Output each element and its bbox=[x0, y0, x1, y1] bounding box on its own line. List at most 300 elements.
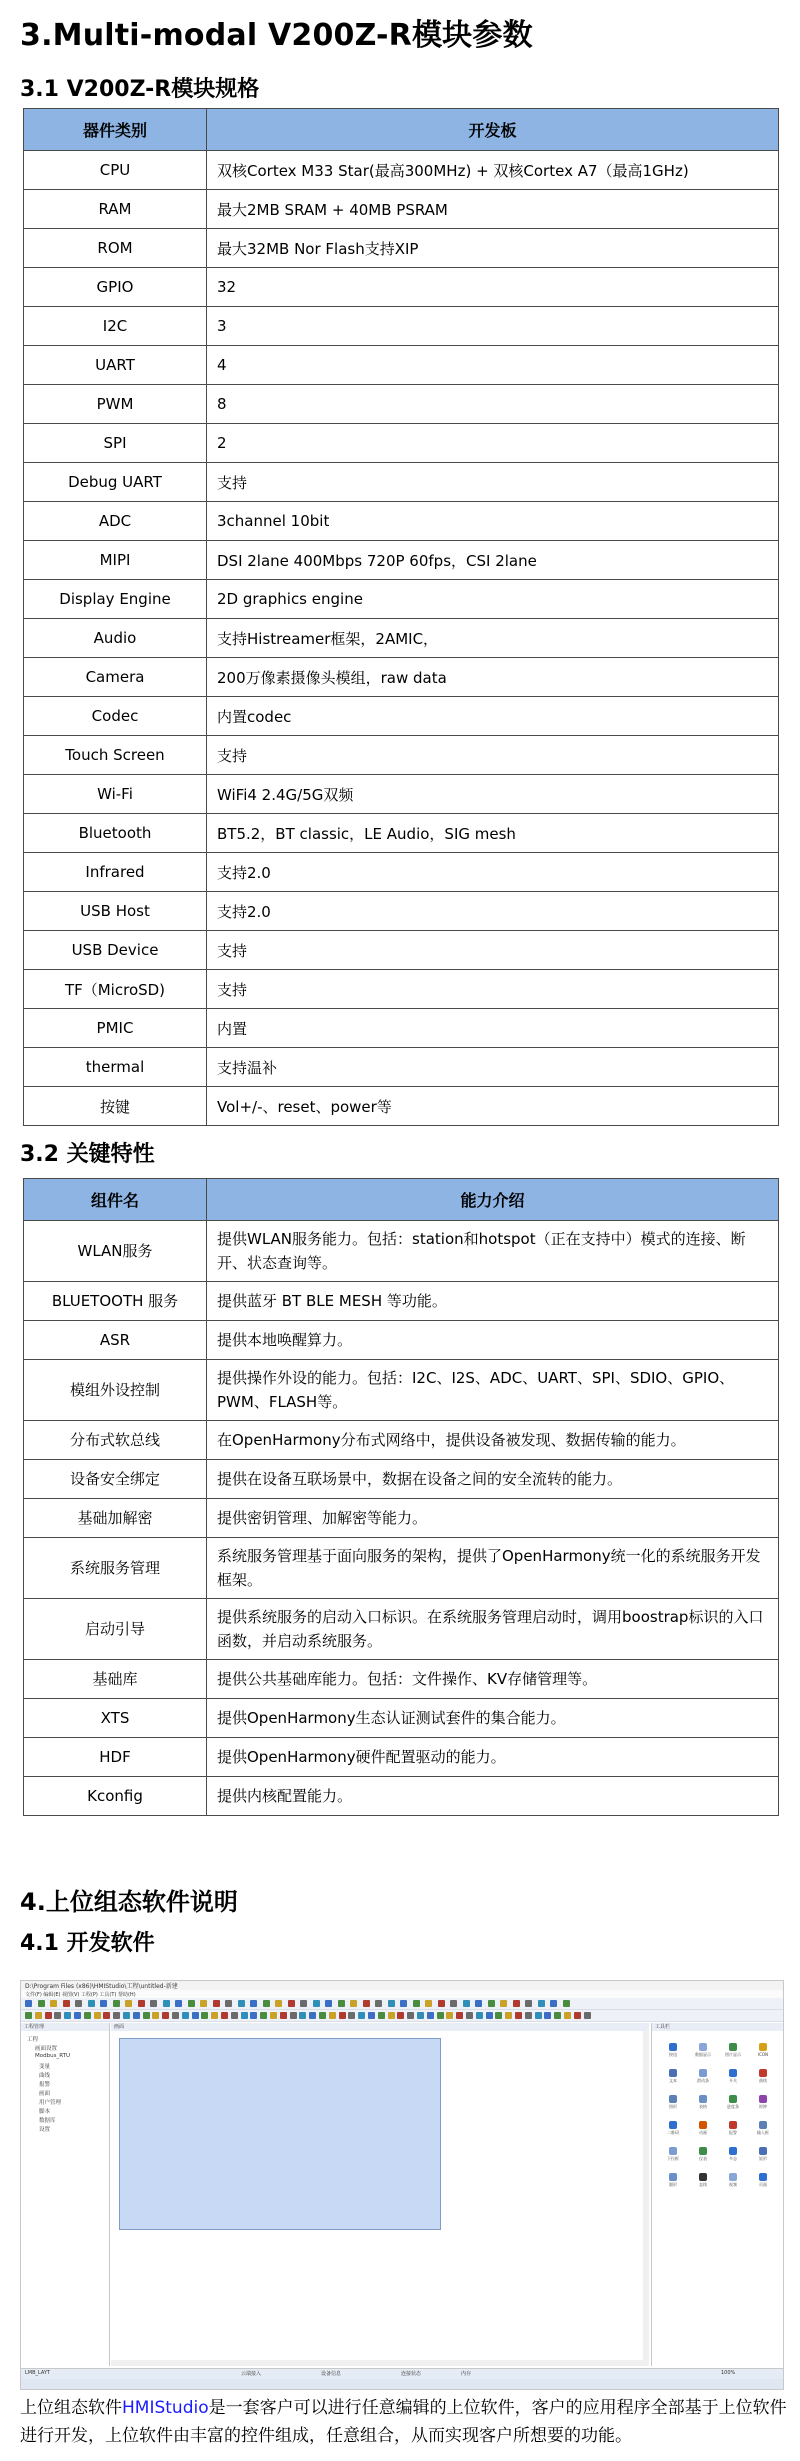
project-panel-title: 工程管理 bbox=[21, 2023, 109, 2031]
tool-icon bbox=[669, 2173, 677, 2181]
toolbar-button-icon[interactable] bbox=[200, 2000, 207, 2007]
tool-icon bbox=[759, 2121, 767, 2129]
toolbox-title: 工具栏 bbox=[652, 2023, 784, 2031]
tool-icon bbox=[759, 2095, 767, 2103]
row-label: 按键 bbox=[24, 1087, 207, 1126]
toolbar-button-icon[interactable] bbox=[270, 2012, 277, 2019]
tool-label: 按钮 bbox=[669, 2052, 677, 2057]
toolbar-button-icon[interactable] bbox=[45, 2012, 52, 2019]
row-value: 2 bbox=[207, 424, 779, 463]
row-label: Debug UART bbox=[24, 463, 207, 502]
tool-icon bbox=[699, 2121, 707, 2129]
toolbar-button-icon[interactable] bbox=[172, 2012, 179, 2019]
feature-row bbox=[24, 1660, 779, 1699]
status-item: 连接状态 bbox=[401, 2371, 422, 2377]
tree-item[interactable]: 工程 bbox=[27, 2037, 39, 2043]
toolbox-grid bbox=[658, 2041, 778, 2197]
toolbar-button-icon[interactable] bbox=[64, 2012, 71, 2019]
tool-label: 页面 bbox=[759, 2182, 767, 2187]
toolbar-button-icon[interactable] bbox=[133, 2012, 140, 2019]
toolbox-item[interactable] bbox=[718, 2145, 748, 2171]
toolbox-item[interactable] bbox=[658, 2145, 688, 2171]
tool-icon bbox=[669, 2121, 677, 2129]
row-value: 内置codec bbox=[207, 697, 779, 736]
app-title: D:\Program Files (x86)\HMIStudio\工程\untitled-新建 bbox=[25, 1983, 178, 1990]
toolbar-button-icon[interactable] bbox=[84, 2012, 91, 2019]
row-label: Infrared bbox=[24, 853, 207, 892]
row-value: 2D graphics engine bbox=[207, 580, 779, 619]
toolbar-button-icon[interactable] bbox=[313, 2000, 320, 2007]
row-value: 最大2MB SRAM + 40MB PSRAM bbox=[207, 190, 779, 229]
tree-item[interactable]: 报警 bbox=[39, 2082, 51, 2088]
toolbar-button-icon[interactable] bbox=[162, 2012, 169, 2019]
app-toolbar-2 bbox=[21, 2010, 783, 2022]
toolbox-item[interactable] bbox=[688, 2093, 718, 2119]
toolbar-button-icon[interactable] bbox=[290, 2012, 297, 2019]
tree-item[interactable]: 脚本 bbox=[39, 2109, 51, 2115]
table-header-row bbox=[24, 1179, 779, 1221]
toolbar-button-icon[interactable] bbox=[241, 2012, 248, 2019]
toolbar-button-icon[interactable] bbox=[525, 2012, 532, 2019]
spec-row bbox=[24, 268, 779, 307]
spec-row bbox=[24, 229, 779, 268]
toolbar-button-icon[interactable] bbox=[378, 2012, 385, 2019]
tool-icon bbox=[759, 2173, 767, 2181]
toolbar-button-icon[interactable] bbox=[544, 2012, 551, 2019]
feature-row bbox=[24, 1360, 779, 1421]
tool-label: 直线 bbox=[699, 2182, 707, 2187]
row-label: ASR bbox=[24, 1321, 207, 1360]
row-label: BLUETOOTH 服务 bbox=[24, 1282, 207, 1321]
feature-row bbox=[24, 1460, 779, 1499]
toolbox-item[interactable] bbox=[688, 2067, 718, 2093]
row-label: PMIC bbox=[24, 1009, 207, 1048]
row-value: 200万像素摄像头模组，raw data bbox=[207, 658, 779, 697]
hmistudio-link[interactable]: HMIStudio bbox=[122, 2398, 209, 2418]
toolbar-button-icon[interactable] bbox=[50, 2000, 57, 2007]
toolbar-button-icon[interactable] bbox=[438, 2000, 445, 2007]
tree-item[interactable]: 数据库 bbox=[39, 2118, 56, 2124]
toolbar-button-icon[interactable] bbox=[100, 2000, 107, 2007]
toolbox-item[interactable] bbox=[688, 2119, 718, 2145]
toolbar-button-icon[interactable] bbox=[407, 2012, 414, 2019]
toolbar-button-icon[interactable] bbox=[505, 2012, 512, 2019]
row-label: USB Host bbox=[24, 892, 207, 931]
project-tree bbox=[21, 2031, 109, 2134]
toolbox-item[interactable] bbox=[658, 2171, 688, 2197]
spec-row bbox=[24, 736, 779, 775]
tool-label: 动画 bbox=[699, 2130, 707, 2135]
tool-label: 开关 bbox=[729, 2078, 737, 2083]
row-value: 支持2.0 bbox=[207, 853, 779, 892]
toolbox-item[interactable] bbox=[688, 2145, 718, 2171]
tool-icon bbox=[729, 2121, 737, 2129]
toolbar-button-icon[interactable] bbox=[221, 2012, 228, 2019]
feature-row bbox=[24, 1282, 779, 1321]
row-label: ADC bbox=[24, 502, 207, 541]
toolbox-item[interactable] bbox=[658, 2067, 688, 2093]
toolbar-button-icon[interactable] bbox=[63, 2000, 70, 2007]
toolbar-button-icon[interactable] bbox=[339, 2012, 346, 2019]
row-value: 8 bbox=[207, 385, 779, 424]
toolbar-button-icon[interactable] bbox=[564, 2012, 571, 2019]
toolbox-item[interactable] bbox=[658, 2093, 688, 2119]
spec-row bbox=[24, 307, 779, 346]
canvas-tab: 画面 bbox=[111, 2023, 649, 2031]
table-header-row bbox=[24, 109, 779, 151]
toolbar-button-icon[interactable] bbox=[103, 2012, 110, 2019]
row-value: 支持2.0 bbox=[207, 892, 779, 931]
tool-icon bbox=[669, 2095, 677, 2103]
row-value: 3channel 10bit bbox=[207, 502, 779, 541]
toolbar-button-icon[interactable] bbox=[113, 2012, 120, 2019]
toolbar-button-icon[interactable] bbox=[54, 2012, 61, 2019]
toolbar-button-icon[interactable] bbox=[450, 2000, 457, 2007]
toolbar-button-icon[interactable] bbox=[75, 2000, 82, 2007]
row-value: BT5.2，BT classic，LE Audio，SIG mesh bbox=[207, 814, 779, 853]
toolbar-button-icon[interactable] bbox=[74, 2012, 81, 2019]
design-screen bbox=[119, 2038, 441, 2230]
row-label: SPI bbox=[24, 424, 207, 463]
row-value: 最大32MB Nor Flash支持XIP bbox=[207, 229, 779, 268]
toolbox-item[interactable] bbox=[748, 2145, 778, 2171]
toolbar-button-icon[interactable] bbox=[574, 2012, 581, 2019]
spec-row bbox=[24, 190, 779, 229]
design-canvas-area bbox=[111, 2023, 649, 2366]
feature-row bbox=[24, 1777, 779, 1816]
toolbar-button-icon[interactable] bbox=[143, 2012, 150, 2019]
toolbox-item[interactable] bbox=[688, 2041, 718, 2067]
toolbar-button-icon[interactable] bbox=[113, 2000, 120, 2007]
toolbar-button-icon[interactable] bbox=[358, 2012, 365, 2019]
row-value: 32 bbox=[207, 268, 779, 307]
toolbar-button-icon[interactable] bbox=[300, 2000, 307, 2007]
row-label: I2C bbox=[24, 307, 207, 346]
toolbar-button-icon[interactable] bbox=[238, 2000, 245, 2007]
close-icon bbox=[783, 1981, 784, 1988]
module-spec-table bbox=[23, 108, 779, 1126]
toolbar-button-icon[interactable] bbox=[280, 2012, 287, 2019]
toolbar-button-icon[interactable] bbox=[417, 2012, 424, 2019]
spec-row bbox=[24, 853, 779, 892]
toolbar-button-icon[interactable] bbox=[388, 2000, 395, 2007]
toolbar-button-icon[interactable] bbox=[94, 2012, 101, 2019]
toolbar-button-icon[interactable] bbox=[348, 2012, 355, 2019]
toolbar-button-icon[interactable] bbox=[437, 2012, 444, 2019]
toolbar-button-icon[interactable] bbox=[150, 2000, 157, 2007]
row-value: 系统服务管理基于面向服务的架构，提供了OpenHarmony统一化的系统服务开发框架。 bbox=[207, 1538, 779, 1599]
row-value: 提供系统服务的启动入口标识。在系统服务管理启动时，调用boostrap标识的入口函数，并启动系统服务。 bbox=[207, 1599, 779, 1660]
toolbar-button-icon[interactable] bbox=[38, 2000, 45, 2007]
row-value: 提供WLAN服务能力。包括：station和hotspot（正在支持中）模式的连接、断开、状态查询等。 bbox=[207, 1221, 779, 1282]
toolbox-item[interactable] bbox=[748, 2119, 778, 2145]
toolbar-button-icon[interactable] bbox=[225, 2000, 232, 2007]
row-label: 分布式软总线 bbox=[24, 1421, 207, 1460]
tool-icon bbox=[729, 2147, 737, 2155]
toolbar-button-icon[interactable] bbox=[427, 2012, 434, 2019]
spec-row bbox=[24, 502, 779, 541]
toolbox-item[interactable] bbox=[748, 2067, 778, 2093]
row-value: 支持 bbox=[207, 970, 779, 1009]
toolbar-button-icon[interactable] bbox=[375, 2000, 382, 2007]
toolbar-button-icon[interactable] bbox=[350, 2000, 357, 2007]
tool-icon bbox=[669, 2043, 677, 2051]
tool-icon bbox=[669, 2069, 677, 2077]
toolbar-button-icon[interactable] bbox=[263, 2000, 270, 2007]
feature-row bbox=[24, 1321, 779, 1360]
tool-icon bbox=[729, 2069, 737, 2077]
vertical-scrollbar bbox=[643, 2031, 649, 2360]
toolbar-button-icon[interactable] bbox=[182, 2012, 189, 2019]
toolbox-item[interactable] bbox=[748, 2041, 778, 2067]
tree-item[interactable]: 变量 bbox=[39, 2064, 51, 2070]
tool-icon bbox=[699, 2173, 707, 2181]
tool-label: 二维码 bbox=[667, 2130, 679, 2135]
toolbar-button-icon[interactable] bbox=[188, 2000, 195, 2007]
toolbox-item[interactable] bbox=[718, 2119, 748, 2145]
tool-icon bbox=[759, 2147, 767, 2155]
row-label: Codec bbox=[24, 697, 207, 736]
tool-label: 矩形 bbox=[759, 2156, 767, 2161]
toolbar-button-icon[interactable] bbox=[446, 2012, 453, 2019]
row-label: 启动引导 bbox=[24, 1599, 207, 1660]
toolbar-button-icon[interactable] bbox=[260, 2012, 267, 2019]
row-label: UART bbox=[24, 346, 207, 385]
tool-label: 进度条 bbox=[727, 2104, 739, 2109]
toolbar-button-icon[interactable] bbox=[275, 2000, 282, 2007]
feature-row bbox=[24, 1221, 779, 1282]
tool-label: 下拉框 bbox=[667, 2156, 679, 2161]
feature-row bbox=[24, 1421, 779, 1460]
toolbar-button-icon[interactable] bbox=[525, 2000, 532, 2007]
toolbar-button-icon[interactable] bbox=[35, 2012, 42, 2019]
row-value: 提供蓝牙 BT BLE MESH 等功能。 bbox=[207, 1282, 779, 1321]
tool-label: 曲线 bbox=[759, 2078, 767, 2083]
spec-row bbox=[24, 1009, 779, 1048]
row-value: 支持 bbox=[207, 736, 779, 775]
toolbar-button-icon[interactable] bbox=[250, 2000, 257, 2007]
toolbar-button-icon[interactable] bbox=[309, 2012, 316, 2019]
toolbar-button-icon[interactable] bbox=[563, 2000, 570, 2007]
status-item: 内存 bbox=[461, 2371, 472, 2377]
row-label: Audio bbox=[24, 619, 207, 658]
app-menubar bbox=[21, 1990, 783, 1998]
toolbar-button-icon[interactable] bbox=[456, 2012, 463, 2019]
row-value: 支持 bbox=[207, 463, 779, 502]
row-value: 支持 bbox=[207, 931, 779, 970]
row-label: thermal bbox=[24, 1048, 207, 1087]
page-title: 3.Multi-modal V200Z-R模块参数 bbox=[20, 18, 533, 53]
toolbar-button-icon[interactable] bbox=[25, 2012, 32, 2019]
toolbar-button-icon[interactable] bbox=[550, 2000, 557, 2007]
row-value: 提供公共基础库能力。包括：文件操作、KV存储管理等。 bbox=[207, 1660, 779, 1699]
toolbox-item[interactable] bbox=[718, 2093, 748, 2119]
toolbar-button-icon[interactable] bbox=[299, 2012, 306, 2019]
toolbar-button-icon[interactable] bbox=[513, 2000, 520, 2007]
row-label: Wi-Fi bbox=[24, 775, 207, 814]
toolbar-button-icon[interactable] bbox=[538, 2000, 545, 2007]
tool-label: 时钟 bbox=[759, 2104, 767, 2109]
tool-label: 仪表 bbox=[699, 2156, 707, 2161]
toolbar-button-icon[interactable] bbox=[397, 2012, 404, 2019]
toolbar-button-icon[interactable] bbox=[425, 2000, 432, 2007]
tree-item[interactable]: Modbus_RTU bbox=[35, 2053, 71, 2059]
section-3-1-heading: 3.1 V200Z-R模块规格 bbox=[20, 77, 260, 102]
menu-text: 文件(F) 编辑(E) 视图(V) 工程(P) 工具(T) 帮助(H) bbox=[25, 1992, 136, 1998]
toolbar-button-icon[interactable] bbox=[175, 2000, 182, 2007]
software-description bbox=[20, 2394, 790, 2450]
toolbar-button-icon[interactable] bbox=[413, 2000, 420, 2007]
tree-item[interactable]: 曲线 bbox=[39, 2073, 51, 2079]
row-value: DSI 2lane 400Mbps 720P 60fps，CSI 2lane bbox=[207, 541, 779, 580]
row-label: Bluetooth bbox=[24, 814, 207, 853]
toolbox-item[interactable] bbox=[718, 2041, 748, 2067]
tool-label: 视频 bbox=[729, 2182, 737, 2187]
tree-item[interactable]: 设置 bbox=[39, 2127, 51, 2133]
toolbox-item[interactable] bbox=[688, 2171, 718, 2197]
tool-icon bbox=[669, 2147, 677, 2155]
row-label: PWM bbox=[24, 385, 207, 424]
feature-row bbox=[24, 1499, 779, 1538]
header-component-name: 组件名 bbox=[24, 1179, 207, 1221]
row-label: Kconfig bbox=[24, 1777, 207, 1816]
toolbar-button-icon[interactable] bbox=[231, 2012, 238, 2019]
row-label: GPIO bbox=[24, 268, 207, 307]
spec-row bbox=[24, 892, 779, 931]
row-label: CPU bbox=[24, 151, 207, 190]
tree-item[interactable]: 用户管理 bbox=[39, 2100, 62, 2106]
toolbar-button-icon[interactable] bbox=[495, 2012, 502, 2019]
toolbox-item[interactable] bbox=[658, 2119, 688, 2145]
toolbar-button-icon[interactable] bbox=[338, 2000, 345, 2007]
spec-row bbox=[24, 346, 779, 385]
toolbar-button-icon[interactable] bbox=[325, 2000, 332, 2007]
minimize-icon bbox=[783, 1981, 784, 1988]
status-item: 100% bbox=[721, 2370, 736, 2376]
tool-label: 文本 bbox=[669, 2078, 677, 2083]
tool-icon bbox=[729, 2043, 737, 2051]
row-label: 基础库 bbox=[24, 1660, 207, 1699]
spec-row bbox=[24, 697, 779, 736]
spec-row bbox=[24, 1048, 779, 1087]
row-value: 提供密钥管理、加解密等能力。 bbox=[207, 1499, 779, 1538]
toolbar-button-icon[interactable] bbox=[400, 2000, 407, 2007]
toolbox-item[interactable] bbox=[718, 2067, 748, 2093]
row-label: MIPI bbox=[24, 541, 207, 580]
toolbar-button-icon[interactable] bbox=[476, 2012, 483, 2019]
toolbar-button-icon[interactable] bbox=[192, 2012, 199, 2019]
toolbar-button-icon[interactable] bbox=[554, 2012, 561, 2019]
toolbox-item[interactable] bbox=[658, 2041, 688, 2067]
toolbar-button-icon[interactable] bbox=[123, 2012, 130, 2019]
toolbar-button-icon[interactable] bbox=[584, 2012, 591, 2019]
feature-row bbox=[24, 1738, 779, 1777]
toolbar-button-icon[interactable] bbox=[163, 2000, 170, 2007]
tool-icon bbox=[699, 2043, 707, 2051]
spec-row bbox=[24, 541, 779, 580]
toolbar-button-icon[interactable] bbox=[250, 2012, 257, 2019]
row-value: WiFi4 2.4G/5G双频 bbox=[207, 775, 779, 814]
toolbar-button-icon[interactable] bbox=[363, 2000, 370, 2007]
row-value: 提供操作外设的能力。包括：I2C、I2S、ADC、UART、SPI、SDIO、GPIO、PWM、FLASH等。 bbox=[207, 1360, 779, 1421]
row-label: 系统服务管理 bbox=[24, 1538, 207, 1599]
toolbar-button-icon[interactable] bbox=[319, 2012, 326, 2019]
toolbar-button-icon[interactable] bbox=[535, 2012, 542, 2019]
toolbar-button-icon[interactable] bbox=[152, 2012, 159, 2019]
toolbar-button-icon[interactable] bbox=[388, 2012, 395, 2019]
spec-row bbox=[24, 1087, 779, 1126]
toolbar-button-icon[interactable] bbox=[125, 2000, 132, 2007]
toolbar-button-icon[interactable] bbox=[138, 2000, 145, 2007]
taskbar-strip bbox=[21, 2379, 783, 2389]
toolbar-button-icon[interactable] bbox=[466, 2012, 473, 2019]
spec-row bbox=[24, 658, 779, 697]
toolbox-item[interactable] bbox=[718, 2171, 748, 2197]
toolbar-button-icon[interactable] bbox=[463, 2000, 470, 2007]
toolbar-button-icon[interactable] bbox=[213, 2000, 220, 2007]
toolbar-button-icon[interactable] bbox=[329, 2012, 336, 2019]
spec-row bbox=[24, 151, 779, 190]
section-3-2-heading: 3.2 关键特性 bbox=[20, 1142, 155, 1167]
tool-label: 数据显示 bbox=[695, 2052, 711, 2057]
spec-row bbox=[24, 931, 779, 970]
toolbar-button-icon[interactable] bbox=[288, 2000, 295, 2007]
toolbar-button-icon[interactable] bbox=[368, 2012, 375, 2019]
tree-item[interactable]: 画面设置 bbox=[35, 2046, 58, 2052]
toolbar-button-icon[interactable] bbox=[88, 2000, 95, 2007]
project-panel bbox=[21, 2023, 110, 2366]
row-value: 在OpenHarmony分布式网络中，提供设备被发现、数据传输的能力。 bbox=[207, 1421, 779, 1460]
toolbar-button-icon[interactable] bbox=[515, 2012, 522, 2019]
section-4-1-heading: 4.1 开发软件 bbox=[20, 1931, 155, 1956]
row-value: 提供内核配置能力。 bbox=[207, 1777, 779, 1816]
header-device-category: 器件类别 bbox=[24, 109, 207, 151]
toolbox-panel bbox=[651, 2023, 784, 2366]
toolbar-button-icon[interactable] bbox=[488, 2000, 495, 2007]
tool-label: 表格 bbox=[699, 2104, 707, 2109]
toolbox-item[interactable] bbox=[748, 2093, 778, 2119]
tool-label: 图片显示 bbox=[725, 2052, 741, 2057]
tool-icon bbox=[759, 2043, 767, 2051]
toolbar-button-icon[interactable] bbox=[201, 2012, 208, 2019]
row-label: HDF bbox=[24, 1738, 207, 1777]
spec-row bbox=[24, 463, 779, 502]
toolbar-button-icon[interactable] bbox=[475, 2000, 482, 2007]
toolbar-button-icon[interactable] bbox=[486, 2012, 493, 2019]
toolbox-item[interactable] bbox=[748, 2171, 778, 2197]
tool-label: ICON bbox=[757, 2052, 769, 2057]
toolbar-button-icon[interactable] bbox=[25, 2000, 32, 2007]
row-label: 设备安全绑定 bbox=[24, 1460, 207, 1499]
tool-icon bbox=[699, 2095, 707, 2103]
key-features-table bbox=[23, 1178, 779, 1816]
row-value: 提供OpenHarmony生态认证测试套件的集合能力。 bbox=[207, 1699, 779, 1738]
toolbar-button-icon[interactable] bbox=[211, 2012, 218, 2019]
row-label: 模组外设控制 bbox=[24, 1360, 207, 1421]
spec-row bbox=[24, 814, 779, 853]
tool-label: 圆形 bbox=[669, 2182, 677, 2187]
row-value: 提供OpenHarmony硬件配置驱动的能力。 bbox=[207, 1738, 779, 1777]
row-label: Touch Screen bbox=[24, 736, 207, 775]
row-label: TF（MicroSD) bbox=[24, 970, 207, 1009]
maximize-icon bbox=[783, 1981, 784, 1988]
status-item: LMB_LAYT bbox=[25, 2370, 51, 2376]
spec-row bbox=[24, 580, 779, 619]
toolbar-button-icon[interactable] bbox=[500, 2000, 507, 2007]
feature-row bbox=[24, 1599, 779, 1660]
row-value: 4 bbox=[207, 346, 779, 385]
tree-item[interactable]: 画面 bbox=[39, 2091, 51, 2097]
